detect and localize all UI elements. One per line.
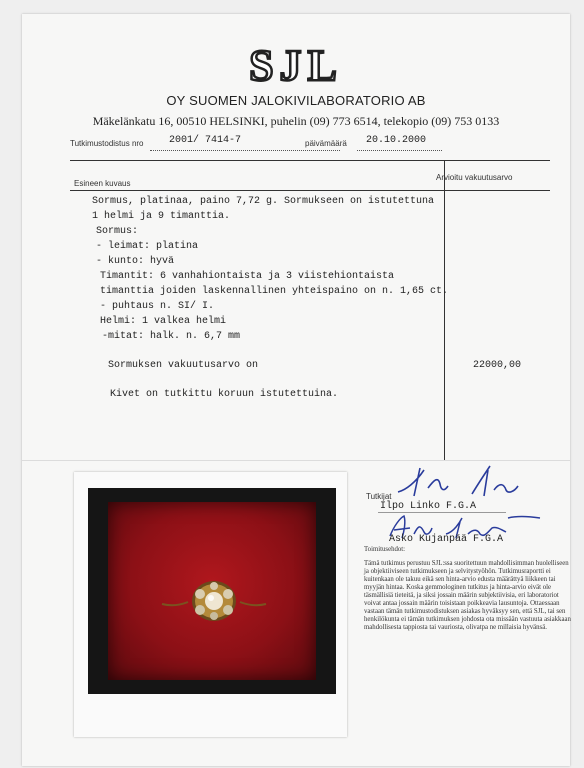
- company-name: OY SUOMEN JALOKIVILABORATORIO AB: [166, 93, 426, 108]
- table-header-line: [70, 190, 550, 191]
- description-line: -mitat: halk. n. 6,7 mm: [102, 331, 241, 342]
- sjl-logo: SJL: [249, 41, 343, 90]
- certificate-page: [22, 14, 570, 766]
- description-line: - kunto: hyvä: [96, 256, 175, 267]
- terms-title: Toimitusehdot:: [364, 546, 406, 553]
- description-line: Sormus, platinaa, paino 7,72 g. Sormukseen on istutettuna: [92, 196, 435, 207]
- insurance-value: 22000,00: [473, 360, 522, 371]
- table-top-line: [70, 160, 550, 161]
- company-address: Mäkelänkatu 16, 00510 HELSINKI, puhelin (09) 773 6514, telekopio (09) 753 0133: [92, 114, 500, 128]
- ring-image: [108, 502, 316, 680]
- date-dotted-line: [357, 150, 442, 151]
- photo-frame: [88, 488, 336, 694]
- certificate-date: 20.10.2000: [366, 135, 427, 146]
- examination-note: Kivet on tutkittu koruun istutettuina.: [110, 389, 339, 400]
- photo-background: [108, 502, 316, 680]
- table-column-divider: [444, 160, 445, 460]
- value-header: Arvioitu vakuutusarvo: [436, 173, 513, 182]
- description-line: Timantit: 6 vanhahiontaista ja 3 viistehiontaista: [100, 271, 395, 282]
- certificate-number: 2001/ 7414-7: [169, 135, 242, 146]
- description-line: timanttia joiden laskennallinen yhteispaino on n. 1,65 ct.: [100, 286, 449, 297]
- paper-fold: [22, 460, 570, 461]
- ring-photo: [74, 472, 347, 737]
- examiners-label: Tutkijat: [366, 492, 392, 501]
- signature-ilpo-linko: [394, 462, 534, 502]
- description-header: Esineen kuvaus: [74, 179, 131, 188]
- description-line: 1 helmi ja 9 timanttia.: [92, 211, 231, 222]
- description-line: Sormus:: [96, 226, 139, 237]
- date-label: päivämäärä: [305, 139, 347, 148]
- description-line: - puhtaus n. SI/ I.: [100, 301, 215, 312]
- insurance-value-label: Sormuksen vakuutusarvo on: [108, 360, 259, 371]
- examiner-2-name: Asko Kujanpää F.G.A: [389, 534, 504, 545]
- description-line: Helmi: 1 valkea helmi: [100, 316, 227, 327]
- description-line: - leimat: platina: [96, 241, 199, 252]
- examiner-1-name: Ilpo Linko F.G.A: [380, 501, 477, 512]
- terms-text: Tämä tutkimus perustuu SJL:ssa suoritettuun mahdollisimman huolelliseen ja objektiiviseen tutkimukseen ja selvitystyöhön. Tutkimusraportti ei kuitenkaan ole takuu eikä sen hinta-arvio edusta määrättyä liikkeen tai myyjän hintaa. Koska gemmologinen tutkitus ja hinta-arvio eivät ole täsmällisiä tieteitä, ja siksi jossain määrin subjektiivisia, eri laboratoriot voivat antaa jossain määrin toisistaan poikkeavia lausuntoja. Ottaessaan vastaan tämän tutkimustodistuksen asiakas hyväksyy sen, että SJL, tai sen henkilökunta ei tämän tutkimuksen johdosta ota missään vastuuta asiakkaan mahdollisesta tappiosta tai vauriosta, olivatpa ne millaisia hyvänsä.: [364, 560, 571, 631]
- number-dotted-line: [150, 150, 340, 151]
- certificate-number-label: Tutkimustodistus nro: [70, 139, 144, 148]
